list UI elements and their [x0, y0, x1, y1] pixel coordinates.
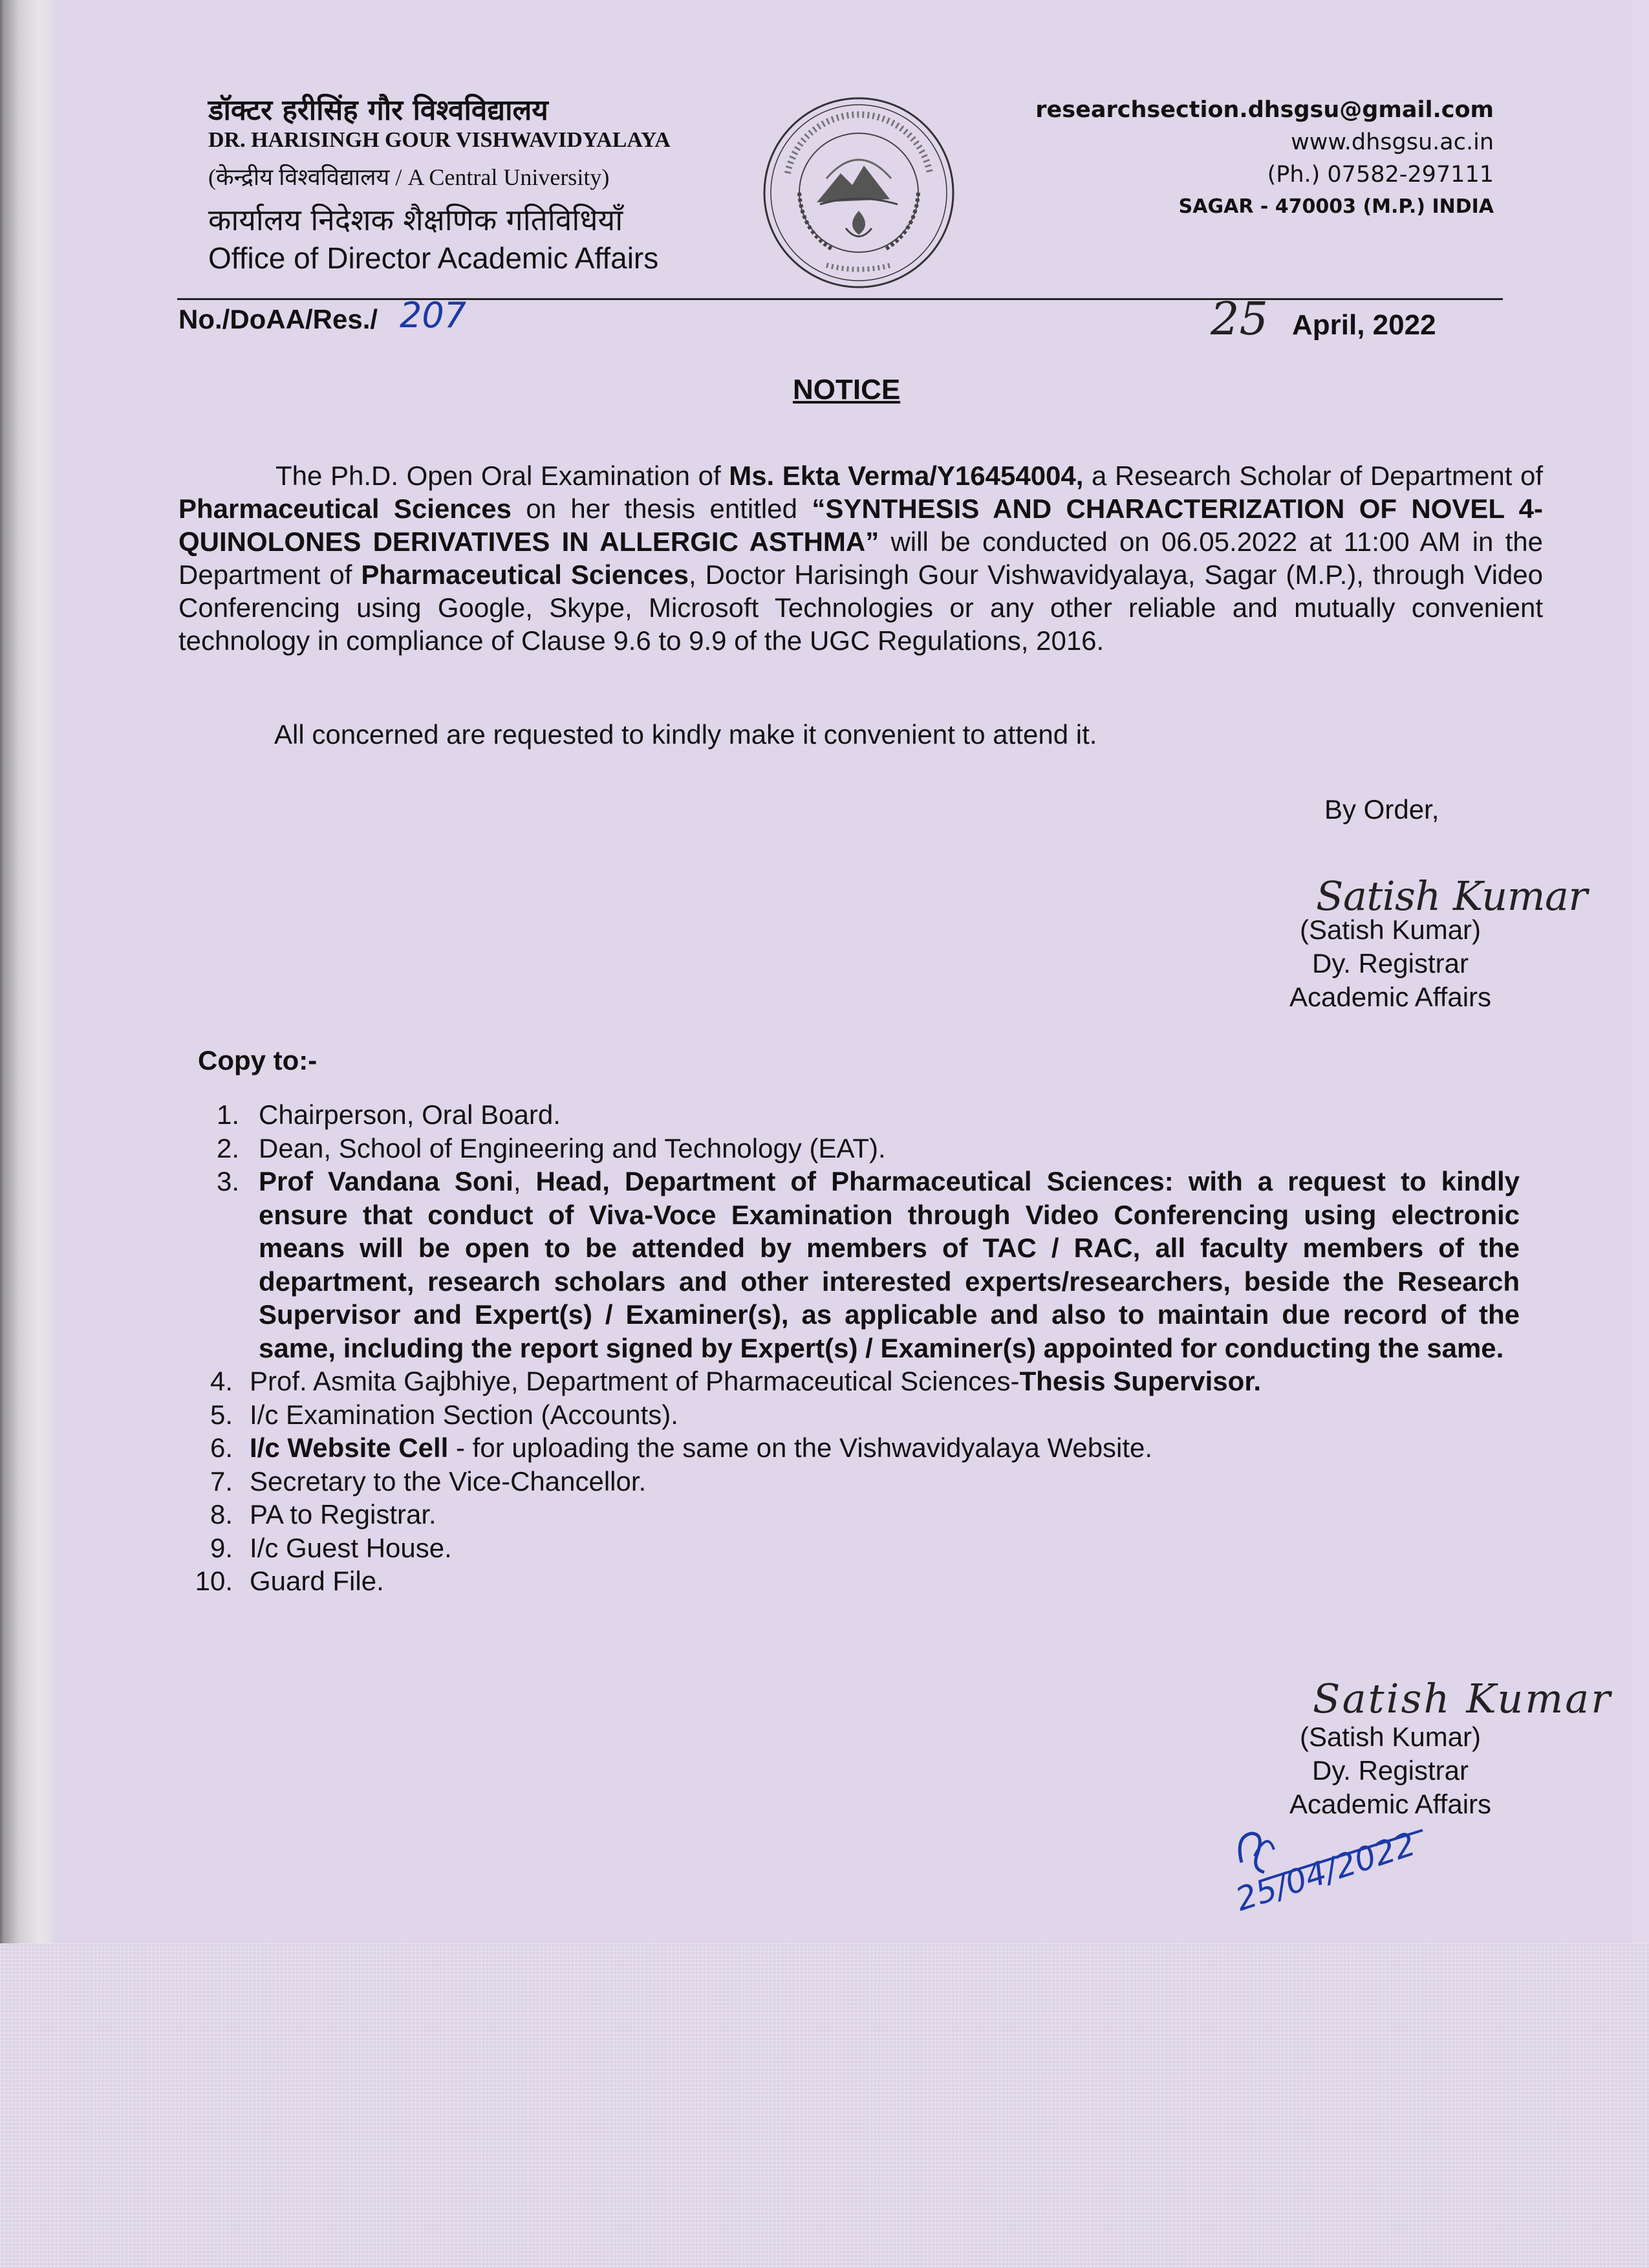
list-item: 6. I/c Website Cell - for uploading the same on the Vishwavidyalaya Website. — [210, 1432, 1153, 1463]
by-order-label: By Order, — [1324, 794, 1439, 825]
list-item: 3. Prof Vandana Soni, Head, Department of Pharmaceutical Sciences: with a request to kindly ensure that conduct of Viva-Voce Examination through Video Conferencing using electronic means will be open to be attended by members of TAC / RAC, all faculty members of the department, research scholars and other interested experts/researchers, beside the Research Supervisor and Expert(s) / Examiner(s), as applicable and also to maintain due record of the same, including the report signed by Expert(s) / Examiner(s) appointed for conducting the same. — [216, 1166, 1520, 1363]
list-item: 4. Prof. Asmita Gajbhiye, Department of Pharmaceutical Sciences-Thesis Supervisor. — [210, 1366, 1262, 1396]
office-name-english: Office of Director Academic Affairs — [208, 241, 659, 275]
contact-website: www.dhsgsu.ac.in — [1291, 129, 1494, 155]
signatory-department: Academic Affairs — [1289, 982, 1492, 1012]
university-name-english: DR. HARISINGH GOUR VISHWAVIDYALAYA — [208, 128, 671, 152]
svg-text:25/04/2022: 25/04/2022 — [1231, 1825, 1420, 1919]
office-name-hindi: कार्यालय निदेशक शैक्षणिक गतिविधियाँ — [208, 202, 623, 237]
request-paragraph: All concerned are requested to kindly make it convenient to attend it. — [274, 719, 1097, 750]
date-month-year: April, 2022 — [1292, 309, 1436, 341]
svg-text:Satish Kumar: Satish Kumar — [1313, 1675, 1610, 1722]
signatory-department-2: Academic Affairs — [1289, 1789, 1492, 1819]
scan-edge — [0, 0, 54, 1943]
copy-to-list — [194, 1098, 1520, 1598]
svg-text:Satish Kumar: Satish Kumar — [1316, 872, 1588, 920]
handwritten-initials-date — [1229, 1817, 1436, 1927]
thesis-title: “SYNTHESIS AND CHARACTERIZATION OF NOVEL 4-QUINOLONES DERIVATIVES IN ALLERGIC ASTHMA” — [178, 493, 1543, 557]
copy-to-label: Copy to:- — [198, 1045, 318, 1075]
notice-paragraph: The Ph.D. Open Oral Examination of Ms. Ekta Verma/Y16454004, a Research Scholar of Department of Pharmaceutical Sciences on her thesis entitled “SYNTHESIS AND CHARACTERIZATION OF NOVEL 4-QUINOLONES DERIVATIVES IN ALLERGIC ASTHMA” will be conducted on 06.05.2022 at 11:00 AM in the Department of Pharmaceutical Sciences, Doctor Harisingh Gour Vishwavidyalaya, Sagar (M.P.), through Video Conferencing using Google, Skype, Microsoft Technologies or any other reliable and mutually convenient technology in compliance of Clause 9.6 to 9.9 of the UGC Regulations, 2016. — [178, 460, 1543, 656]
list-item: 2. Dean, School of Engineering and Technology (EAT). — [216, 1132, 886, 1163]
signatory-name-2: (Satish Kumar) — [1299, 1722, 1482, 1752]
contact-address: SAGAR - 470003 (M.P.) INDIA — [1178, 195, 1494, 218]
date-day-handwritten: 25 — [1211, 292, 1269, 345]
central-university-label: (केन्द्रीय विश्वविद्यालय / A Central University) — [208, 164, 610, 190]
signature-2 — [1313, 1667, 1623, 1729]
reference-prefix: No./DoAA/Res./ — [178, 304, 378, 334]
scholar-name: Ms. Ekta Verma/Y16454004, — [729, 460, 1084, 491]
department-name: Pharmaceutical Sciences — [178, 493, 512, 524]
department-name-2: Pharmaceutical Sciences — [361, 559, 689, 590]
contact-email: researchsection.dhsgsu@gmail.com — [1035, 97, 1494, 123]
signatory-block-1 — [1267, 913, 1513, 1014]
signatory-block-2 — [1267, 1720, 1513, 1821]
scan-background — [0, 1943, 1649, 2268]
notice-title: NOTICE — [793, 374, 901, 405]
signatory-designation: Dy. Registrar — [1312, 948, 1469, 978]
reference-number: 207 — [400, 295, 467, 336]
list-item: 7. Secretary to the Vice-Chancellor. — [210, 1465, 647, 1496]
list-item: 1. Chairperson, Oral Board. — [216, 1099, 561, 1130]
signatory-name: (Satish Kumar) — [1299, 914, 1482, 945]
list-item: 9. I/c Guest House. — [210, 1532, 452, 1563]
signatory-designation-2: Dy. Registrar — [1312, 1755, 1469, 1786]
list-item: 5. I/c Examination Section (Accounts). — [210, 1399, 678, 1430]
list-item: 8. PA to Registrar. — [210, 1499, 436, 1529]
university-seal-icon — [762, 96, 956, 290]
university-name-hindi: डॉक्टर हरीसिंह गौर विश्वविद्यालय — [208, 94, 548, 127]
list-item: 10. Guard File. — [195, 1566, 384, 1596]
header-divider — [177, 298, 1503, 300]
contact-phone: (Ph.) 07582-297111 — [1267, 162, 1494, 188]
